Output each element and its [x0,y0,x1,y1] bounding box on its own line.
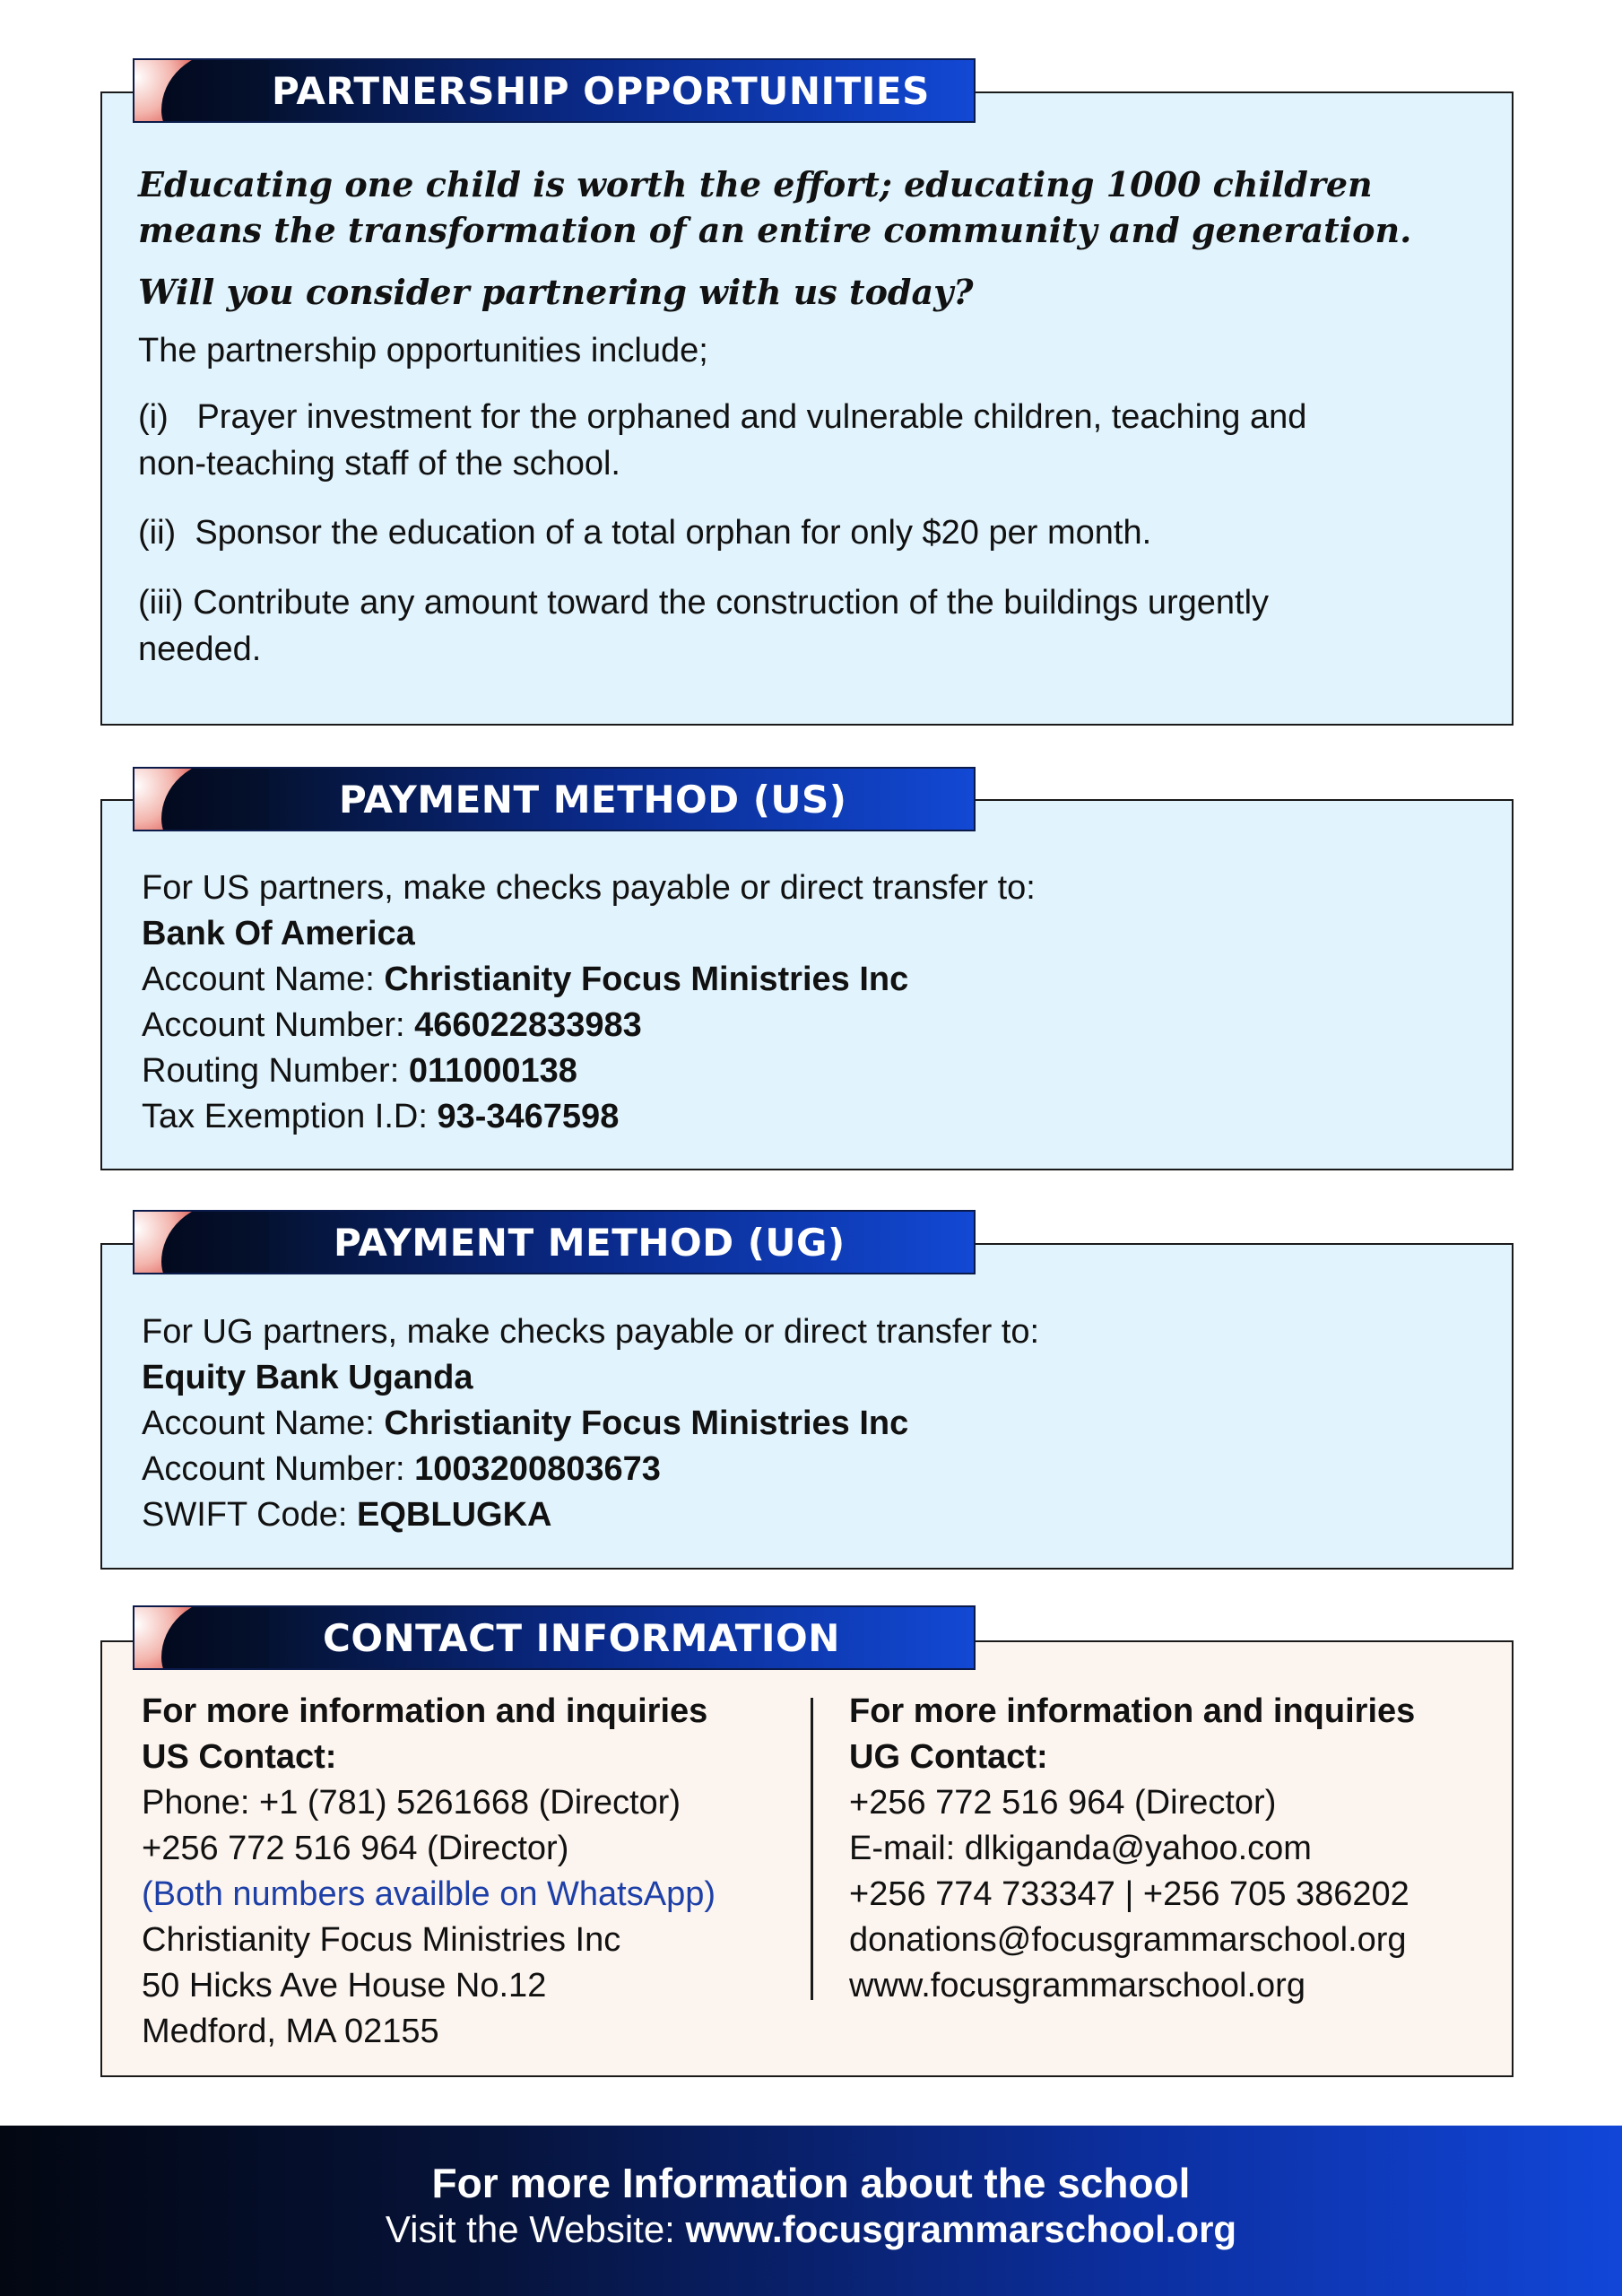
contact-us-column [142,1689,823,2055]
payment-us-bank: Bank Of America [142,915,415,952]
contact-us-phone1: Phone: +1 (781) 5261668 (Director) [142,1784,681,1822]
contact-ug-email[interactable]: E-mail: dlkiganda@yahoo.com [849,1830,1312,1867]
payment-ug-account-number: Account Number: 1003200803673 [142,1450,661,1488]
partnership-question: Will you consider partnering with us today? [138,272,974,312]
section-title: PAYMENT METHOD (UG) [334,1220,846,1265]
footer-website-link[interactable]: www.focusgrammarschool.org [685,2208,1237,2250]
contact-ug-phones: +256 774 733347 | +256 705 386202 [849,1875,1409,1913]
payment-ug-banner [133,1210,976,1274]
payment-us-account-name: Account Name: Christianity Focus Ministries Inc [142,961,909,998]
section-title: PARTNERSHIP OPPORTUNITIES [272,68,930,113]
partnership-item [138,509,1492,556]
payment-ug-swift-code: SWIFT Code: EQBLUGKA [142,1496,552,1534]
contact-us-address2: Medford, MA 02155 [142,2013,439,2050]
contact-us-subheading: US Contact: [142,1738,337,1776]
contact-ug-column [849,1689,1508,2009]
payment-us-intro: For US partners, make checks payable or direct transfer to: [142,869,1036,907]
item-marker: (i) [138,398,169,436]
contact-ug-subheading: UG Contact: [849,1738,1048,1776]
item-text-cont: non-teaching staff of the school. [138,445,620,483]
partnership-intro: The partnership opportunities include; [138,332,708,370]
item-marker: (ii) [138,514,177,552]
item-text: Prayer investment for the orphaned and vulnerable children, teaching and [196,398,1307,436]
partnership-banner [133,58,976,123]
partnership-quote-line2: means the transformation of an entire community and generation. [138,210,1412,250]
item-text: Contribute any amount toward the construction of the buildings urgently [193,584,1270,622]
payment-ug-bank: Equity Bank Uganda [142,1359,473,1396]
payment-ug-account-name: Account Name: Christianity Focus Ministries Inc [142,1405,909,1442]
section-title: CONTACT INFORMATION [323,1615,840,1660]
contact-us-heading: For more information and inquiries [142,1692,708,1730]
contact-us-address1: 50 Hicks Ave House No.12 [142,1967,547,2005]
contact-ug-donations-email[interactable]: donations@focusgrammarschool.org [849,1921,1407,1959]
item-text: Sponsor the education of a total orphan for only $20 per month. [195,514,1152,552]
contact-ug-phone1: +256 772 516 964 (Director) [849,1784,1277,1822]
payment-us-tax-id: Tax Exemption I.D: 93-3467598 [142,1098,620,1135]
payment-us-box [100,799,1514,1170]
contact-ug-heading: For more information and inquiries [849,1692,1416,1730]
item-text-cont: needed. [138,631,262,668]
footer-bar [0,2126,1622,2296]
footer-line2 [0,2206,1622,2253]
contact-us-whatsapp-note: (Both numbers availble on WhatsApp) [142,1875,716,1913]
footer-visit-label: Visit the Website: [385,2208,686,2250]
payment-us-routing-number: Routing Number: 011000138 [142,1052,577,1090]
contact-us-phone2: +256 772 516 964 (Director) [142,1830,569,1867]
contact-box [100,1640,1514,2077]
contact-banner [133,1605,976,1670]
partnership-quote-line1: Educating one child is worth the effort; educating 1000 children [138,164,1373,204]
contact-ug-website-link[interactable]: www.focusgrammarschool.org [849,1967,1305,2005]
payment-us-banner [133,767,976,831]
partnership-box [100,91,1514,726]
payment-ug-intro: For UG partners, make checks payable or direct transfer to: [142,1313,1040,1351]
partnership-item [138,579,1492,673]
item-marker: (iii) [138,584,184,622]
section-title: PAYMENT METHOD (US) [339,777,847,822]
contact-us-org: Christianity Focus Ministries Inc [142,1921,621,1959]
footer-line1: For more Information about the school [431,2160,1191,2206]
partnership-item [138,394,1492,487]
payment-us-account-number: Account Number: 466022833983 [142,1006,642,1044]
payment-ug-box [100,1243,1514,1570]
column-divider [811,1698,813,2000]
